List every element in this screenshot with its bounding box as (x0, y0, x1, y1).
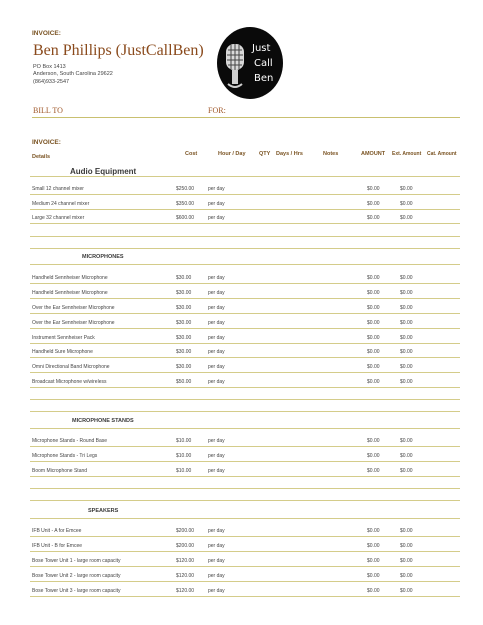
table-row (0, 349, 483, 357)
address-line-1: PO Box 1413 (33, 64, 66, 70)
row-divider (30, 343, 460, 344)
row-divider (30, 581, 460, 582)
item-cost: $30.00 (176, 349, 192, 355)
item-name: Medium 24 channel mixer (32, 201, 90, 207)
row-divider (30, 223, 460, 224)
item-cost: $350.00 (176, 201, 195, 207)
amount-header: AMOUNT (361, 151, 386, 157)
item-cost: $30.00 (176, 305, 192, 311)
hour-day-header: Hour / Day (218, 151, 246, 157)
item-unit: per day (208, 349, 225, 355)
item-cost: $600.00 (176, 215, 195, 221)
item-amount: $0.00 (367, 335, 380, 341)
item-cost: $30.00 (176, 290, 192, 296)
row-divider (30, 387, 460, 388)
table-invoice-label: INVOICE: (32, 139, 61, 146)
item-name: Handheld Sennheiser Microphone (32, 275, 108, 281)
phone-number: (864)933-2547 (33, 79, 70, 85)
qty-header: QTY (259, 151, 271, 157)
row-divider (30, 411, 460, 412)
item-unit: per day (208, 558, 225, 564)
row-divider (30, 461, 460, 462)
item-name: Boom Microphone Stand (32, 468, 88, 474)
item-name: Bose Tower Unit 2 - large room capacity (32, 573, 121, 579)
item-unit: per day (208, 453, 225, 459)
table-row (0, 335, 483, 343)
row-divider (30, 313, 460, 314)
item-amount: $0.00 (367, 290, 380, 296)
cat-amount-header: Cat. Amount (427, 151, 457, 157)
item-amount: $0.00 (367, 275, 380, 281)
table-row (0, 468, 483, 476)
item-unit: per day (208, 275, 225, 281)
section-title-audio: Audio Equipment (70, 167, 137, 176)
table-row (0, 290, 483, 298)
item-name: Over the Ear Sennheiser Microphone (32, 305, 115, 311)
days-hrs-header: Days / Hrs (276, 151, 303, 157)
for-label: FOR: (208, 106, 226, 115)
item-amount: $0.00 (367, 364, 380, 370)
item-ext-amount: $0.00 (400, 438, 413, 444)
table-row (0, 186, 483, 194)
row-divider (30, 264, 460, 265)
item-ext-amount: $0.00 (400, 305, 413, 311)
item-unit: per day (208, 468, 225, 474)
item-amount: $0.00 (367, 543, 380, 549)
item-amount: $0.00 (367, 349, 380, 355)
item-unit: per day (208, 320, 225, 326)
item-unit: per day (208, 215, 225, 221)
item-name: Microphone Stands - Round Base (32, 438, 108, 444)
item-cost: $10.00 (176, 438, 192, 444)
item-amount: $0.00 (367, 186, 380, 192)
row-divider (30, 248, 460, 249)
just-call-ben-logo (216, 26, 284, 100)
item-name: Large 32 channel mixer (32, 215, 85, 221)
item-cost: $250.00 (176, 186, 195, 192)
item-amount: $0.00 (367, 453, 380, 459)
item-amount: $0.00 (367, 215, 380, 221)
logo-text-2: Call (254, 58, 273, 69)
row-divider (30, 283, 460, 284)
item-unit: per day (208, 543, 225, 549)
item-ext-amount: $0.00 (400, 558, 413, 564)
logo-text-3: Ben (254, 73, 274, 84)
item-amount: $0.00 (367, 588, 380, 594)
item-amount: $0.00 (367, 320, 380, 326)
row-divider (30, 357, 460, 358)
address-line-2: Anderson, South Carolina 29622 (33, 71, 113, 77)
item-ext-amount: $0.00 (400, 379, 413, 385)
invoice-label: INVOICE: (32, 30, 61, 37)
item-unit: per day (208, 186, 225, 192)
item-cost: $50.00 (176, 379, 192, 385)
row-divider (30, 500, 460, 501)
row-divider (30, 372, 460, 373)
table-row (0, 320, 483, 328)
section-title-speakers: SPEAKERS (88, 508, 119, 514)
company-name: Ben Phillips (JustCallBen) (33, 42, 204, 59)
row-divider (30, 596, 460, 597)
row-divider (30, 476, 460, 477)
item-ext-amount: $0.00 (400, 588, 413, 594)
item-cost: $30.00 (176, 275, 192, 281)
item-cost: $200.00 (176, 528, 195, 534)
logo-text-1: Just (252, 43, 271, 54)
item-cost: $30.00 (176, 320, 192, 326)
table-row (0, 275, 483, 283)
ext-amount-header: Ext. Amount (392, 151, 422, 157)
item-name: Broadcast Microphone w/wireless (32, 379, 107, 385)
row-divider (30, 566, 460, 567)
item-ext-amount: $0.00 (400, 201, 413, 207)
table-row (0, 201, 483, 209)
item-ext-amount: $0.00 (400, 335, 413, 341)
item-ext-amount: $0.00 (400, 186, 413, 192)
table-row (0, 453, 483, 461)
section-title-microphone-stands: MICROPHONE STANDS (72, 418, 134, 424)
bill-to-label: BILL TO (33, 106, 63, 115)
table-row (0, 543, 483, 551)
notes-header: Notes (323, 151, 339, 157)
item-name: Handheld Sennheiser Microphone (32, 290, 108, 296)
row-divider (30, 236, 460, 237)
item-name: Over the Ear Sennheiser Microphone (32, 320, 115, 326)
item-name: Instrument Sennheiser Pack (32, 335, 95, 341)
table-row (0, 528, 483, 536)
item-name: Handheld Sure Microphone (32, 349, 93, 355)
item-cost: $120.00 (176, 558, 195, 564)
item-amount: $0.00 (367, 379, 380, 385)
row-divider (30, 209, 460, 210)
row-divider (30, 194, 460, 195)
item-name: Bose Tower Unit 3 - large room capacity (32, 588, 121, 594)
row-divider (30, 176, 460, 177)
item-cost: $30.00 (176, 364, 192, 370)
item-cost: $10.00 (176, 468, 192, 474)
item-ext-amount: $0.00 (400, 320, 413, 326)
item-cost: $120.00 (176, 573, 195, 579)
row-divider (30, 298, 460, 299)
divider (32, 117, 460, 118)
row-divider (30, 551, 460, 552)
item-ext-amount: $0.00 (400, 364, 413, 370)
item-unit: per day (208, 305, 225, 311)
item-amount: $0.00 (367, 558, 380, 564)
item-cost: $30.00 (176, 335, 192, 341)
table-row (0, 364, 483, 372)
table-row (0, 588, 483, 596)
item-ext-amount: $0.00 (400, 453, 413, 459)
item-name: Microphone Stands - Tri Legs (32, 453, 98, 459)
row-divider (30, 399, 460, 400)
item-cost: $10.00 (176, 453, 192, 459)
item-unit: per day (208, 379, 225, 385)
item-name: IFB Unit - B for Emcee (32, 543, 83, 549)
table-row (0, 215, 483, 223)
section-title-microphones: MICROPHONES (82, 254, 124, 260)
item-amount: $0.00 (367, 438, 380, 444)
row-divider (30, 488, 460, 489)
cost-header: Cost (185, 151, 198, 157)
row-divider (30, 428, 460, 429)
item-amount: $0.00 (367, 573, 380, 579)
item-ext-amount: $0.00 (400, 290, 413, 296)
item-unit: per day (208, 335, 225, 341)
table-row (0, 305, 483, 313)
item-cost: $200.00 (176, 543, 195, 549)
row-divider (30, 518, 460, 519)
item-amount: $0.00 (367, 468, 380, 474)
table-row (0, 438, 483, 446)
item-ext-amount: $0.00 (400, 275, 413, 281)
item-unit: per day (208, 573, 225, 579)
item-ext-amount: $0.00 (400, 349, 413, 355)
row-divider (30, 328, 460, 329)
item-name: Bose Tower Unit 1 - large room capacity (32, 558, 121, 564)
item-ext-amount: $0.00 (400, 543, 413, 549)
item-amount: $0.00 (367, 528, 380, 534)
item-unit: per day (208, 528, 225, 534)
table-row (0, 379, 483, 387)
item-amount: $0.00 (367, 305, 380, 311)
item-ext-amount: $0.00 (400, 528, 413, 534)
item-unit: per day (208, 438, 225, 444)
details-header: Details (32, 154, 51, 160)
item-name: IFB Unit - A for Emcee (32, 528, 82, 534)
item-amount: $0.00 (367, 201, 380, 207)
table-row (0, 558, 483, 566)
item-name: Small 12 channel mixer (32, 186, 84, 192)
table-row (0, 573, 483, 581)
item-unit: per day (208, 290, 225, 296)
item-unit: per day (208, 588, 225, 594)
item-ext-amount: $0.00 (400, 215, 413, 221)
item-unit: per day (208, 201, 225, 207)
row-divider (30, 446, 460, 447)
item-ext-amount: $0.00 (400, 573, 413, 579)
row-divider (30, 536, 460, 537)
item-name: Omni Directional Band Microphone (32, 364, 110, 370)
item-cost: $120.00 (176, 588, 195, 594)
item-ext-amount: $0.00 (400, 468, 413, 474)
item-unit: per day (208, 364, 225, 370)
